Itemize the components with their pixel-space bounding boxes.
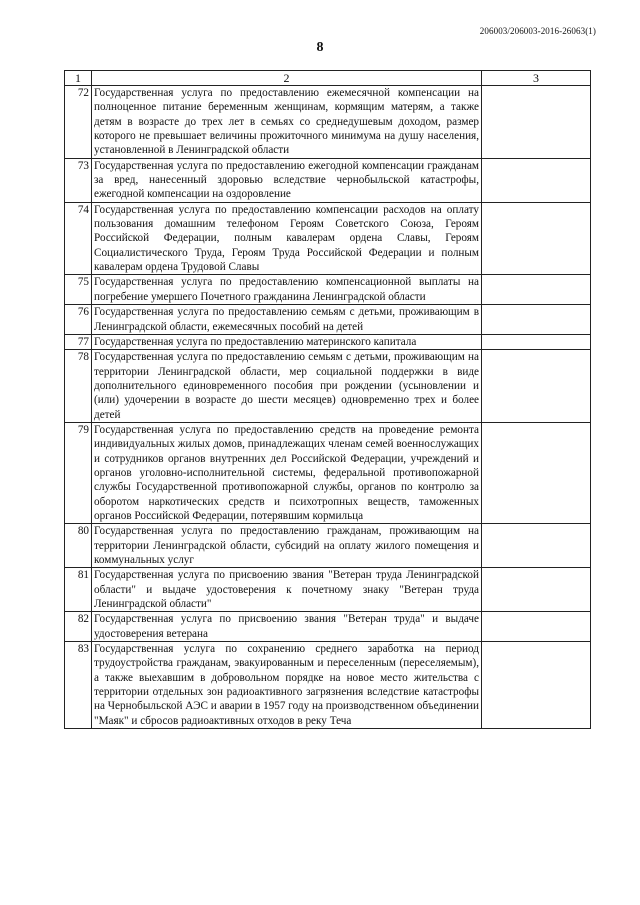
table-row — [65, 422, 591, 523]
table-row — [65, 202, 591, 275]
service-description: Государственная услуга по предоставлению гражданам, проживающим на территории Ленинградской области, субсидий на оплату жилого помещения и коммунальных услуг — [92, 524, 482, 568]
column-3-cell — [482, 524, 591, 568]
table-header-row — [65, 71, 591, 86]
document-id: 206003/206003-2016-26063(1) — [479, 26, 596, 36]
service-description: Государственная услуга по предоставлению ежемесячной компенсации на полноценное питание беременным женщинам, кормящим матерям, а также детям в возрасте до трех лет в семьях со среднедушевым доходом, размер которого не превышает величины прожиточного минимума на душу населения, установленной в Ленинградской области — [92, 86, 482, 159]
column-3-cell — [482, 305, 591, 335]
column-3-cell — [482, 334, 591, 349]
row-number: 75 — [65, 275, 92, 305]
column-3-cell — [482, 422, 591, 523]
service-description: Государственная услуга по предоставлению семьям с детьми, проживающим в Ленинградской области, ежемесячных пособий на детей — [92, 305, 482, 335]
row-number: 73 — [65, 158, 92, 202]
column-3-cell — [482, 202, 591, 275]
row-number: 72 — [65, 86, 92, 159]
column-3-cell — [482, 568, 591, 612]
row-number: 83 — [65, 642, 92, 729]
table-row — [65, 334, 591, 349]
service-description: Государственная услуга по сохранению среднего заработка на период трудоустройства гражданам, эвакуированным и переселенным (переселяемым), а также выехавшим в добровольном порядке на новое место жительства с территории отдельных зон радиоактивного загрязнения вследствие катастрофы на Чернобыльской АЭС и аварии в 1957 году на производственном объединении "Маяк" и сбросов радиоактивных отходов в реку Теча — [92, 642, 482, 729]
table-row — [65, 350, 591, 423]
service-description: Государственная услуга по предоставлению семьям с детьми, проживающим на территории Ленинградской области, мер социальной поддержки в виде дополнительного единовременного пособия при рождении (усыновлении и (или) удочерении в возрасте до шести месяцев) одновременно трех и более детей — [92, 350, 482, 423]
row-number: 80 — [65, 524, 92, 568]
service-description: Государственная услуга по предоставлению материнского капитала — [92, 334, 482, 349]
service-description: Государственная услуга по предоставлению компенсационной выплаты на погребение умершего Почетного гражданина Ленинградской области — [92, 275, 482, 305]
column-3-cell — [482, 275, 591, 305]
column-3-cell — [482, 612, 591, 642]
row-number: 76 — [65, 305, 92, 335]
table-row — [65, 568, 591, 612]
row-number: 82 — [65, 612, 92, 642]
table-row — [65, 524, 591, 568]
table-row — [65, 158, 591, 202]
column-header-2: 2 — [92, 71, 482, 86]
page-number: 8 — [316, 40, 324, 55]
table-row — [65, 642, 591, 729]
column-header-1: 1 — [65, 71, 92, 86]
column-3-cell — [482, 86, 591, 159]
row-number: 78 — [65, 350, 92, 423]
table-row — [65, 305, 591, 335]
row-number: 74 — [65, 202, 92, 275]
column-3-cell — [482, 158, 591, 202]
service-description: Государственная услуга по присвоению звания "Ветеран труда Ленинградской области" и выдаче удостоверения к почетному знаку "Ветеран труда Ленинградской области" — [92, 568, 482, 612]
row-number: 79 — [65, 422, 92, 523]
column-header-3: 3 — [482, 71, 591, 86]
service-description: Государственная услуга по присвоению звания "Ветеран труда" и выдаче удостоверения ветерана — [92, 612, 482, 642]
service-description: Государственная услуга по предоставлению средств на проведение ремонта индивидуальных жилых домов, принадлежащих членам семей военнослужащих и сотрудников органов внутренних дел Российской Федерации, учреждений и органов уголовно-исполнительной системы, федеральной противопожарной службы Государственной противопожарной службы, органов по контролю за оборотом наркотических средств и психотропных веществ, таможенных органов Российской Федерации, потерявшим кормильца — [92, 422, 482, 523]
column-3-cell — [482, 642, 591, 729]
column-3-cell — [482, 350, 591, 423]
service-description: Государственная услуга по предоставлению компенсации расходов на оплату пользования домашним телефоном Героям Советского Союза, Героям Российской Федерации, полным кавалерам ордена Славы, Героям Социалистического Труда, Героям Труда Российской Федерации и полным кавалерам ордена Трудовой Славы — [92, 202, 482, 275]
table-row — [65, 275, 591, 305]
table-row — [65, 612, 591, 642]
service-description: Государственная услуга по предоставлению ежегодной компенсации гражданам за вред, нанесенный здоровью вследствие чернобыльской катастрофы, ежегодной компенсации на оздоровление — [92, 158, 482, 202]
table-row — [65, 86, 591, 159]
row-number: 81 — [65, 568, 92, 612]
services-table — [64, 70, 591, 729]
row-number: 77 — [65, 334, 92, 349]
